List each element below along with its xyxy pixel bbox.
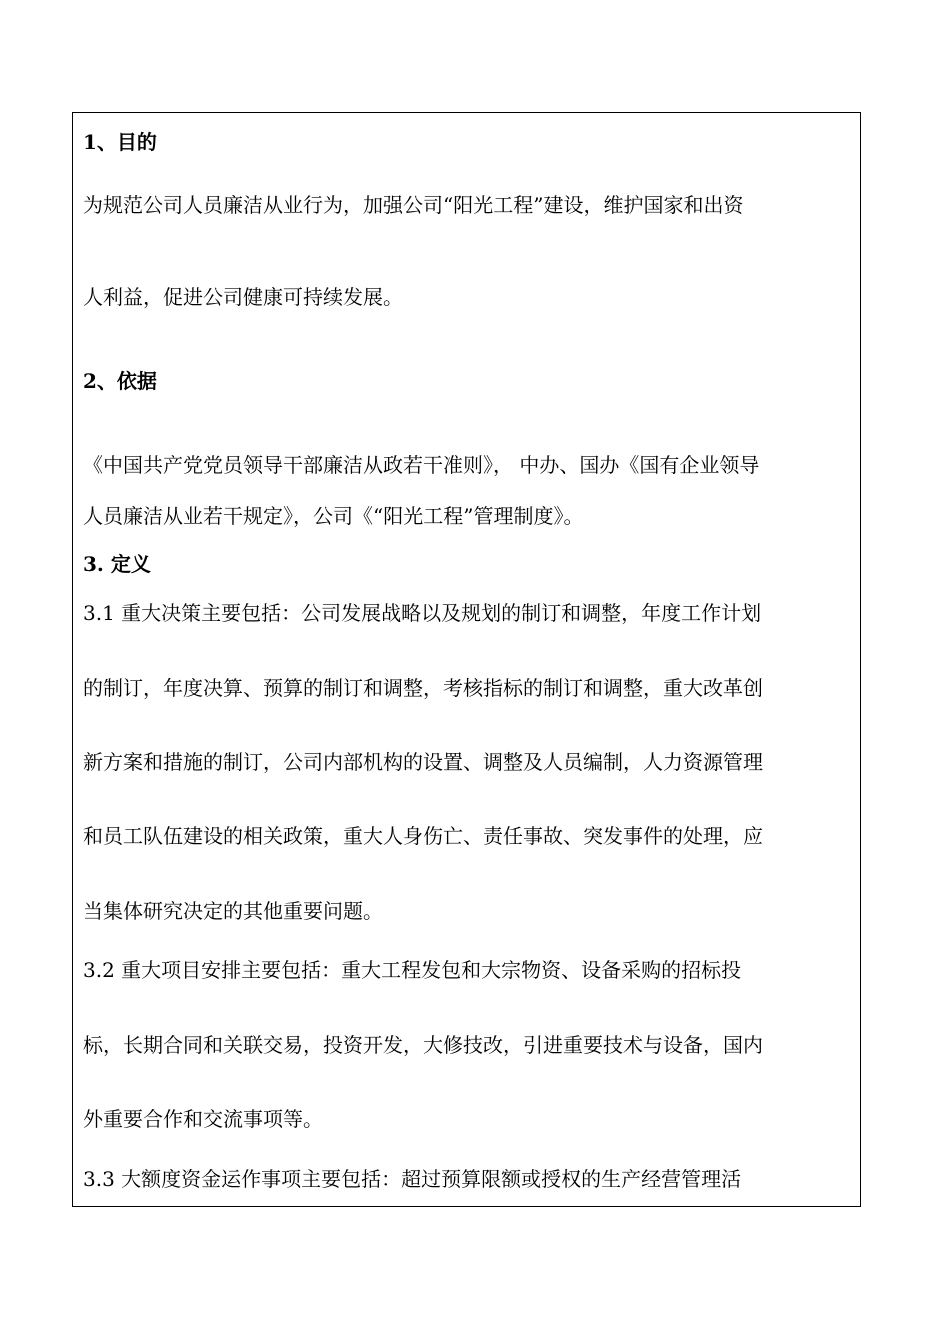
section-2-heading: 2、依据 xyxy=(83,369,157,393)
section-1-heading: 1、目的 xyxy=(83,130,157,154)
document-frame xyxy=(72,112,861,1207)
section-2-line: 《中国共产党党员领导干部廉洁从政若干准则》， 中办、国办《国有企业领导 xyxy=(83,453,760,477)
section-3-3-line: 3.3 大额度资金运作事项主要包括：超过预算限额或授权的生产经营管理活 xyxy=(83,1167,742,1191)
section-3-1-line: 当集体研究决定的其他重要问题。 xyxy=(83,899,383,923)
section-1-line: 为规范公司人员廉洁从业行为，加强公司“阳光工程”建设，维护国家和出资 xyxy=(83,193,744,217)
section-3-1-line: 新方案和措施的制订，公司内部机构的设置、调整及人员编制，人力资源管理 xyxy=(83,750,763,774)
section-3-2-line: 外重要合作和交流事项等。 xyxy=(83,1107,323,1131)
section-3-1-line: 的制订，年度决算、预算的制订和调整，考核指标的制订和调整，重大改革创 xyxy=(83,676,763,700)
section-2-line: 人员廉洁从业若干规定》，公司《“阳光工程”管理制度》。 xyxy=(83,504,584,528)
section-3-2-line: 3.2 重大项目安排主要包括：重大工程发包和大宗物资、设备采购的招标投 xyxy=(83,958,742,982)
section-3-1-line: 和员工队伍建设的相关政策，重大人身伤亡、责任事故、突发事件的处理，应 xyxy=(83,824,763,848)
section-1-line: 人利益，促进公司健康可持续发展。 xyxy=(83,285,403,309)
section-3-1-line: 3.1 重大决策主要包括：公司发展战略以及规划的制订和调整，年度工作计划 xyxy=(83,601,762,625)
section-3-2-line: 标，长期合同和关联交易，投资开发，大修技改，引进重要技术与设备，国内 xyxy=(83,1033,763,1057)
section-3-heading: 3. 定义 xyxy=(83,552,151,576)
